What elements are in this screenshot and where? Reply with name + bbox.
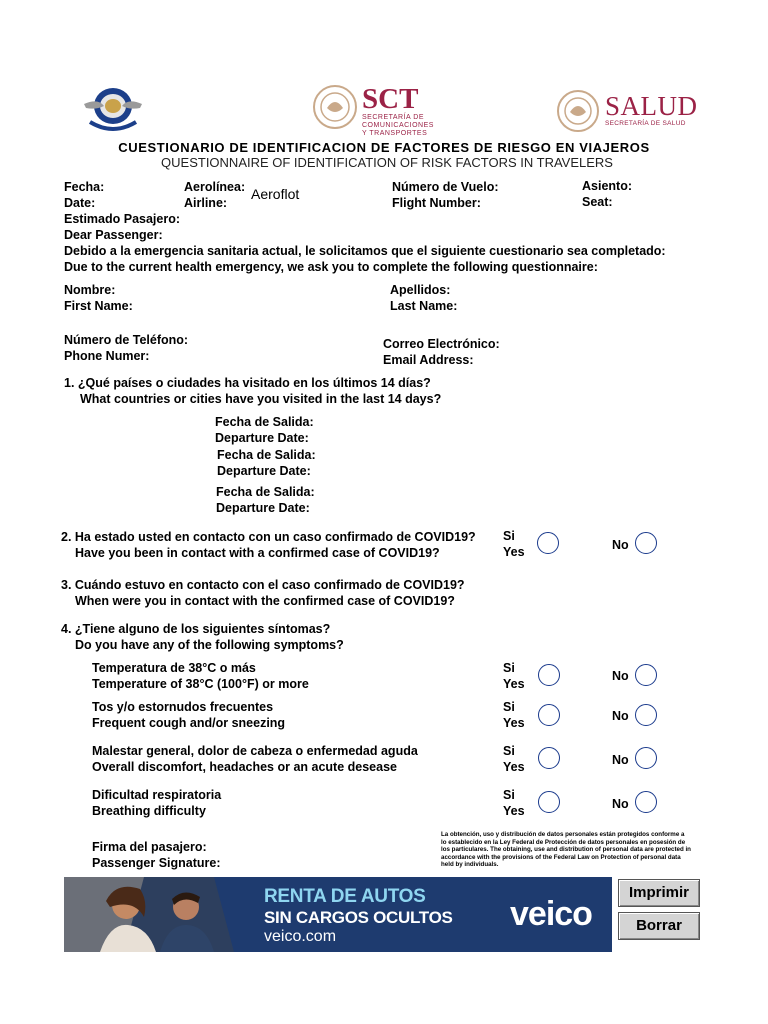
symptom-3-no-label: No — [612, 753, 629, 767]
aerolinea-label: Aerolínea: Airline: — [184, 180, 246, 210]
salud-logo-text: SALUD SECRETARÍA DE SALUD — [605, 91, 698, 127]
airline-field[interactable]: Aeroflot — [251, 186, 300, 202]
symptom-cough: Tos y/o estornudos frecuentes Frequent cough and/or sneezing — [92, 700, 286, 730]
symptom-1-no-label: No — [612, 669, 629, 683]
form-subtitle: QUESTIONNAIRE OF IDENTIFICATION OF RISK FACTORS IN TRAVELERS — [161, 155, 613, 170]
symptom-1-yes-radio[interactable] — [538, 664, 560, 686]
signature-label: Firma del pasajero: Passenger Signature: — [92, 840, 221, 870]
fecha-label: Fecha: Date: — [64, 180, 105, 210]
symptom-2-no-label: No — [612, 709, 629, 723]
intro-text: Estimado Pasajero: Dear Passenger: Debido a la emergencia sanitaria actual, le solicitamos que el siguiente cuestionario sea completado: Due to the current health emergency, we ask you to complete the following questionnaire: — [64, 212, 666, 274]
q2-yes-label: Si Yes — [503, 529, 525, 559]
symptom-2-yes-radio[interactable] — [538, 704, 560, 726]
privacy-notice: La obtención, uso y distribución de datos personales están protegidos conforme a lo establecido en la Ley Federal de Protección de datos personales en posesión de los particulares. The obtaining, use and distribution of personal data are protected in accordance with the provisions of the Federal Law on Protection of personal data held by individuals. — [441, 831, 691, 869]
symptom-1-yes-label: Si Yes — [503, 661, 525, 691]
departure-date-1: Fecha de Salida: Departure Date: — [215, 415, 314, 445]
numero-vuelo-label: Número de Vuelo: Flight Number: — [392, 180, 499, 210]
symptom-2-no-radio[interactable] — [635, 704, 657, 726]
symptom-2-yes-label: Si Yes — [503, 700, 525, 730]
veico-logo: veico — [510, 895, 592, 933]
nombre-label: Nombre: First Name: — [64, 283, 133, 313]
email-label: Correo Electrónico: Email Address: — [383, 337, 500, 367]
q2-no-radio[interactable] — [635, 532, 657, 554]
symptom-3-no-radio[interactable] — [635, 747, 657, 769]
symptom-fever: Temperatura de 38°C o más Temperature of 38°C (100°F) or more — [92, 661, 309, 691]
apellidos-label: Apellidos: Last Name: — [390, 283, 458, 313]
mexico-eagle-seal-salud — [556, 89, 600, 133]
symptom-1-no-radio[interactable] — [635, 664, 657, 686]
print-button[interactable]: Imprimir — [618, 879, 700, 907]
ad-url: veico.com — [264, 928, 337, 945]
departure-date-3: Fecha de Salida: Departure Date: — [216, 485, 315, 515]
ad-line-1: RENTA DE AUTOS — [264, 886, 426, 907]
clear-button[interactable]: Borrar — [618, 912, 700, 940]
question-3: 3. Cuándo estuvo en contacto con el caso confirmado de COVID19? When were you in contact with the confirmed case of COVID19? — [61, 578, 465, 608]
question-2: 2. Ha estado usted en contacto con un caso confirmado de COVID19? Have you been in contact with a confirmed case of COVID19? — [61, 530, 476, 560]
question-4: 4. ¿Tiene alguno de los siguientes síntomas? Do you have any of the following symptoms? — [61, 622, 344, 652]
sct-logo-text: SCT SECRETARÍA DE COMUNICACIONES Y TRANSPORTES — [362, 83, 434, 137]
departure-date-2: Fecha de Salida: Departure Date: — [217, 448, 316, 478]
symptom-malaise: Malestar general, dolor de cabeza o enfermedad aguda Overall discomfort, headaches or an acute desease — [92, 744, 418, 774]
mexico-eagle-seal-sct — [312, 84, 358, 130]
symptom-4-no-label: No — [612, 797, 629, 811]
symptom-4-yes-radio[interactable] — [538, 791, 560, 813]
q2-yes-radio[interactable] — [537, 532, 559, 554]
symptom-3-yes-radio[interactable] — [538, 747, 560, 769]
q2-no-label: No — [612, 538, 629, 552]
aviation-seal-logo — [82, 84, 144, 136]
ad-photo — [64, 877, 254, 952]
symptom-4-no-radio[interactable] — [635, 791, 657, 813]
symptom-breathing: Dificultad respiratoria Breathing difficulty — [92, 788, 222, 818]
telefono-label: Número de Teléfono: Phone Numer: — [64, 333, 189, 363]
symptom-3-yes-label: Si Yes — [503, 744, 525, 774]
asiento-label: Asiento: Seat: — [582, 179, 632, 209]
question-1: 1. ¿Qué países o ciudades ha visitado en los últimos 14 días? What countries or cities have you visited in the last 14 days? — [64, 376, 442, 406]
ad-line-2: SIN CARGOS OCULTOS — [264, 908, 453, 927]
form-title: CUESTIONARIO DE IDENTIFICACION DE FACTORES DE RIESGO EN VIAJEROS — [118, 140, 650, 155]
ad-banner[interactable] — [64, 877, 612, 952]
symptom-4-yes-label: Si Yes — [503, 788, 525, 818]
